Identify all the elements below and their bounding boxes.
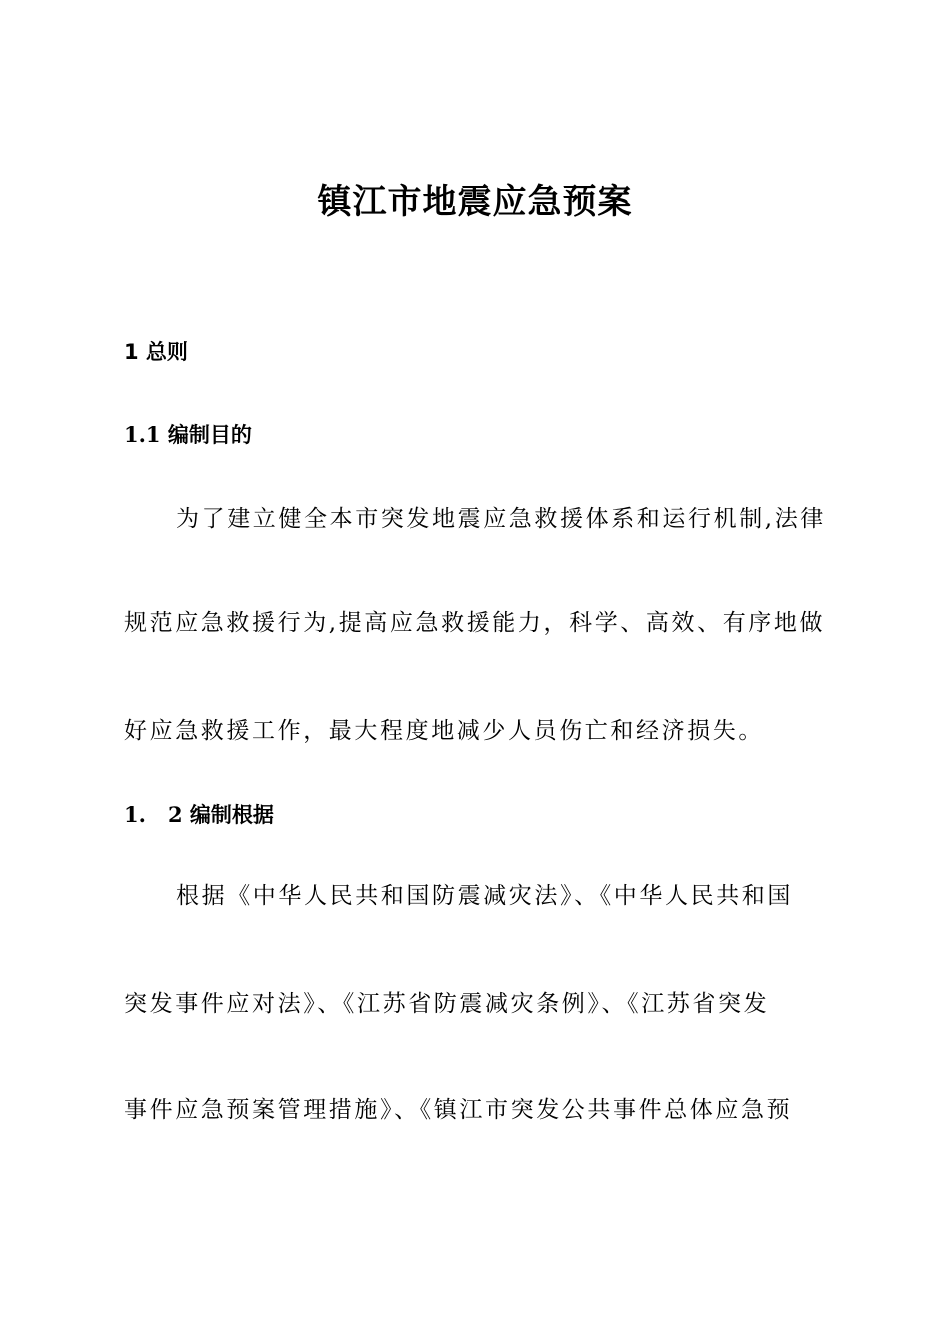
subsection-heading-purpose: 1.1 编制目的 [124, 422, 252, 447]
paragraph-line: 根据《中华人民共和国防震减灾法》、《中华人民共和国 [176, 883, 793, 909]
paragraph-line: 为了建立健全本市突发地震应急救援体系和运行机制,法律 [176, 506, 826, 532]
subsection-heading-number: 1. [124, 802, 146, 827]
section-heading-general: 1 总则 [124, 340, 188, 364]
paragraph-line: 事件应急预案管理措施》、《镇江市突发公共事件总体应急预 [124, 1097, 793, 1123]
subsection-heading-basis [124, 797, 274, 833]
paragraph-line: 规范应急救援行为,提高应急救援能力，科学、高效、有序地做 [124, 610, 826, 636]
paragraph-line: 好应急救援工作，最大程度地减少人员伤亡和经济损失。 [124, 718, 764, 744]
document-title: 镇江市地震应急预案 [317, 182, 633, 222]
paragraph-line: 突发事件应对法》、《江苏省防震减灾条例》、《江苏省突发 [124, 991, 770, 1017]
subsection-heading-text: 2 编制根据 [167, 802, 274, 827]
